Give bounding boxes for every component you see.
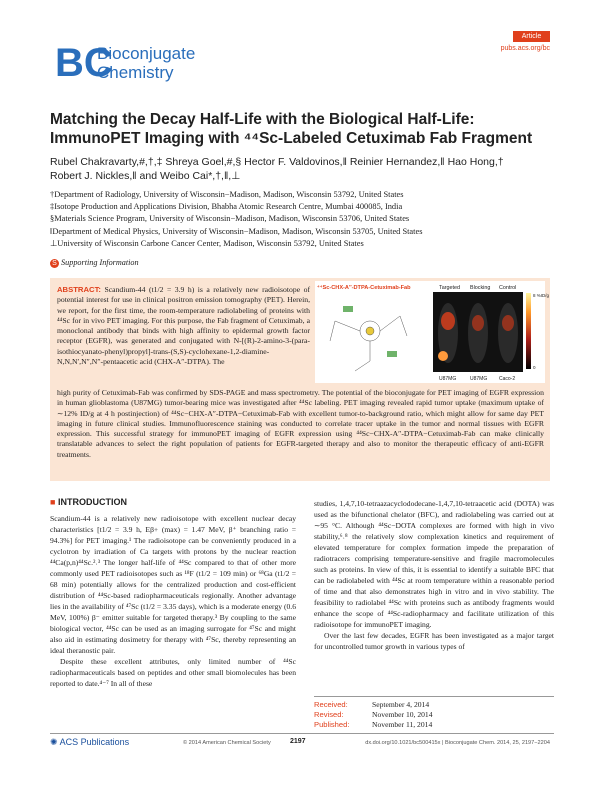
journal-name-line1: Bioconjugate <box>97 44 196 63</box>
publication-dates <box>314 696 554 734</box>
paragraph: Scandium-44 is a relatively new radioisotope with excellent nuclear decay characteristics [t1/2 = 3.9 h, Eβ+ (max) = 1.47 MeV, β⁺ branching ratio = 94.3%] for PET imaging.¹ The radioisotope can be conveniently produced in a cyclotron by irradiation of Ca targets with protons by the nuclear reaction ⁴⁴Ca(p,n)⁴⁴Sc.²˒³ The longer half-life of ⁴⁴Sc compared to that of other more commonly used PET radioisotopes such as ¹⁸F (t1/2 = 109 min) or ⁶⁸Ga (t1/2 = 68 min) potentially allows for the centralized production and cost-efficient distribution of ⁴⁴Sc-based radiopharmaceuticals regionally. Another advantage lies in the availability of ⁴⁷Sc (t1/2 = 3.35 days), which is a moderate energy (0.6 MeV, 100%) β⁻ emitter suitable for targeted therapy.³ By coupling to the same biological vector, ⁴⁴Sc can be used as an imaging surrogate for ⁴⁷Sc and might also aid in estimating dosimetry for therapy with ⁴⁷Sc, thereby representing an ideal theranostic pair. <box>50 514 296 655</box>
toc-mouse-label: U87MG <box>439 376 457 382</box>
toc-mouse-label: Caco-2 <box>499 376 516 382</box>
title-line-2: ImmunoPET Imaging with ⁴⁴Sc-Labeled Cetuximab Fab Fragment <box>50 130 533 147</box>
toc-col-label-targeted: Targeted <box>439 285 460 291</box>
affiliation: †Department of Radiology, University of Wisconsin−Madison, Madison, Wisconsin 53792, United States <box>50 190 404 199</box>
supporting-info-icon: S <box>50 259 59 268</box>
copyright: © 2014 American Chemical Society <box>183 740 271 746</box>
toc-col-label-control: Control <box>499 285 517 291</box>
toc-conjugate-label: ⁴⁴Sc-CHX-A″-DTPA-Cetuximab-Fab <box>317 285 411 291</box>
acs-logo-text: ACS Publications <box>59 737 130 747</box>
affiliation: ‖Department of Medical Physics, University of Wisconsin−Madison, Madison, Wisconsin 53705, United States <box>50 226 423 236</box>
abstract-label: ABSTRACT: <box>57 285 101 294</box>
toc-graphic <box>315 281 550 383</box>
section-bullet-icon: ■ <box>50 497 56 507</box>
logo-letters: BC <box>55 41 113 85</box>
affiliations <box>50 189 550 250</box>
color-scale-min: 0 <box>533 365 536 370</box>
toc-mouse-label: U87MG <box>470 376 488 382</box>
date-row <box>314 720 554 730</box>
paragraph: studies, 1,4,7,10-tetraazacyclododecane-1,4,7,10-tetraacetic acid (DOTA) was used as the bifunctional chelator (BFC), and radiolabeling was carried out at ∼95 °C. Although ⁴⁴Sc−DOTA complexes are formed with high in vivo stability,⁶˒⁸ the relatively slow complexation kinetics and requirement of elevated temperature for complex formation impede the preparation of radiotracers comprising temperature-sensitive and fragile macromolecules such as proteins. In view of this, it is essential to identify a suitable BFC that can be radiolabeled with ⁴⁴Sc at room temperature within a reasonable period of time and that also demonstrates high in vitro and in vivo stability. The feasibility to radiolabel ⁴⁴Sc with proteins such as antibody fragments would enhance the scope of ⁴⁴Sc-radiopharmacy and facilitate utilization of this radioisotope for immunoPET imaging. <box>314 499 554 629</box>
intro-column-right <box>314 498 554 652</box>
mouse-pet-image-targeted <box>438 303 458 363</box>
section-heading-text: INTRODUCTION <box>57 497 127 507</box>
acs-logo-icon: ✺ <box>50 737 58 747</box>
paragraph: Over the last few decades, EGFR has been investigated as a major target for uncontrolled tumor growth in various types of <box>314 631 554 651</box>
section-heading-introduction <box>50 497 127 507</box>
article-type-badge: Article <box>513 31 550 42</box>
date-row <box>314 700 554 710</box>
intro-column-left <box>50 513 296 689</box>
mouse-pet-image-blocking <box>468 303 488 363</box>
journal-name <box>97 44 195 82</box>
journal-name-line2: Chemistry <box>97 63 174 82</box>
abstract-body-continued: high purity of Cetuximab-Fab was confirmed by SDS-PAGE and mass spectrometry. The potential of the bioconjugate for PET imaging of EGFR expression in human glioblastoma (U87MG) tumor-bearing mice was investigated after ⁴⁴Sc labeling. PET imaging revealed rapid tumor uptake (maximum uptake of ∼12% ID/g at 4 h postinjection) of ⁴⁴Sc−CHX-A″-DTPA−Cetuximab-Fab with excellent tumor-to-background ratio, which might allow for same day PET imaging in future clinical studies. Immunofluorescence staining was conducted to correlate tracer uptake in the tumor and normal tissues with EGFR expression. This successful strategy for immunoPET imaging of EGFR expression using ⁴⁴Sc−CHX-A″-DTPA−Cetuximab-Fab can make clinically translatable advances to select the right population of patients for EGFR-targeted therapy and also to monitor the therapeutic efficacy of anti-EGFR treatments. <box>57 388 544 459</box>
affiliation: ‡Isotope Production and Applications Division, Bhabha Atomic Research Centre, Mumbai 400085, India <box>50 202 403 212</box>
author-list <box>50 155 550 183</box>
paragraph: Despite these excellent attributes, only limited number of ⁴⁴Sc radiopharmaceuticals based on peptides and other small biomolecules has been reported to date.⁴⁻⁷ In all of these <box>50 657 296 688</box>
doi-citation[interactable]: dx.doi.org/10.1021/bc500415x | Bioconjugate Chem. 2014, 25, 2197−2204 <box>365 740 550 746</box>
affiliation: §Materials Science Program, University of Wisconsin−Madison, Madison, Wisconsin 53706, United States <box>50 214 410 224</box>
title-line-1: Matching the Decay Half-Life with the Biological Half-Life: <box>50 111 475 128</box>
abstract-text-top <box>57 285 310 367</box>
footer-divider <box>50 733 550 734</box>
page-title <box>50 110 560 148</box>
color-scale-max: 8 %ID/g <box>533 293 550 298</box>
date-value: September 4, 2014 <box>372 700 430 709</box>
supporting-info-label: Supporting Information <box>61 258 139 267</box>
date-row <box>314 710 554 720</box>
page-number: 2197 <box>290 738 306 745</box>
mouse-pet-image-control <box>498 303 518 363</box>
date-value: November 11, 2014 <box>372 720 433 729</box>
date-label: Published: <box>314 720 350 729</box>
journal-logo <box>55 41 113 85</box>
molecule-structure-icon <box>330 306 407 371</box>
abstract-body-left: Scandium-44 (t1/2 = 3.9 h) is a relatively new radioisotope of potential interest for use in clinical positron emission tomography (PET). Herein, we report, for the first time, the room-temperature radiolabeling of proteins with ⁴⁴Sc for in vivo PET imaging. For this purpose, the Fab fragment of Cetuximab, a monoclonal antibody that binds with high affinity to epidermal growth factor receptor (EGFR), was generated and conjugated with N-[(R)-2-amino-3-(para-isothiocyanato-phenyl)propyl]-trans-(S,S)-cyclohexane-1,2-diamine-N,N,N′,N″,N″-pentaacetic acid (CHX-A″-DTPA). The <box>57 285 310 367</box>
authors-line-2: Robert J. Nickles,‖ and Weibo Cai*,†,‖,⊥ <box>50 170 241 182</box>
authors-line-1: Rubel Chakravarty,#,†,‡ Shreya Goel,#,§ Hector F. Valdovinos,‖ Reinier Hernandez,‖ Hao Hong,† <box>50 156 504 168</box>
toc-col-label-blocking: Blocking <box>470 285 491 291</box>
supporting-information-link[interactable] <box>50 258 139 268</box>
color-scale-bar <box>526 293 531 369</box>
journal-url-link[interactable]: pubs.acs.org/bc <box>500 45 550 52</box>
affiliation: ⊥University of Wisconsin Carbone Cancer Center, Madison, Wisconsin 53792, United States <box>50 238 364 248</box>
date-label: Revised: <box>314 710 344 719</box>
date-value: November 10, 2014 <box>372 710 433 719</box>
acs-publications-logo <box>50 737 129 748</box>
date-label: Received: <box>314 700 348 709</box>
